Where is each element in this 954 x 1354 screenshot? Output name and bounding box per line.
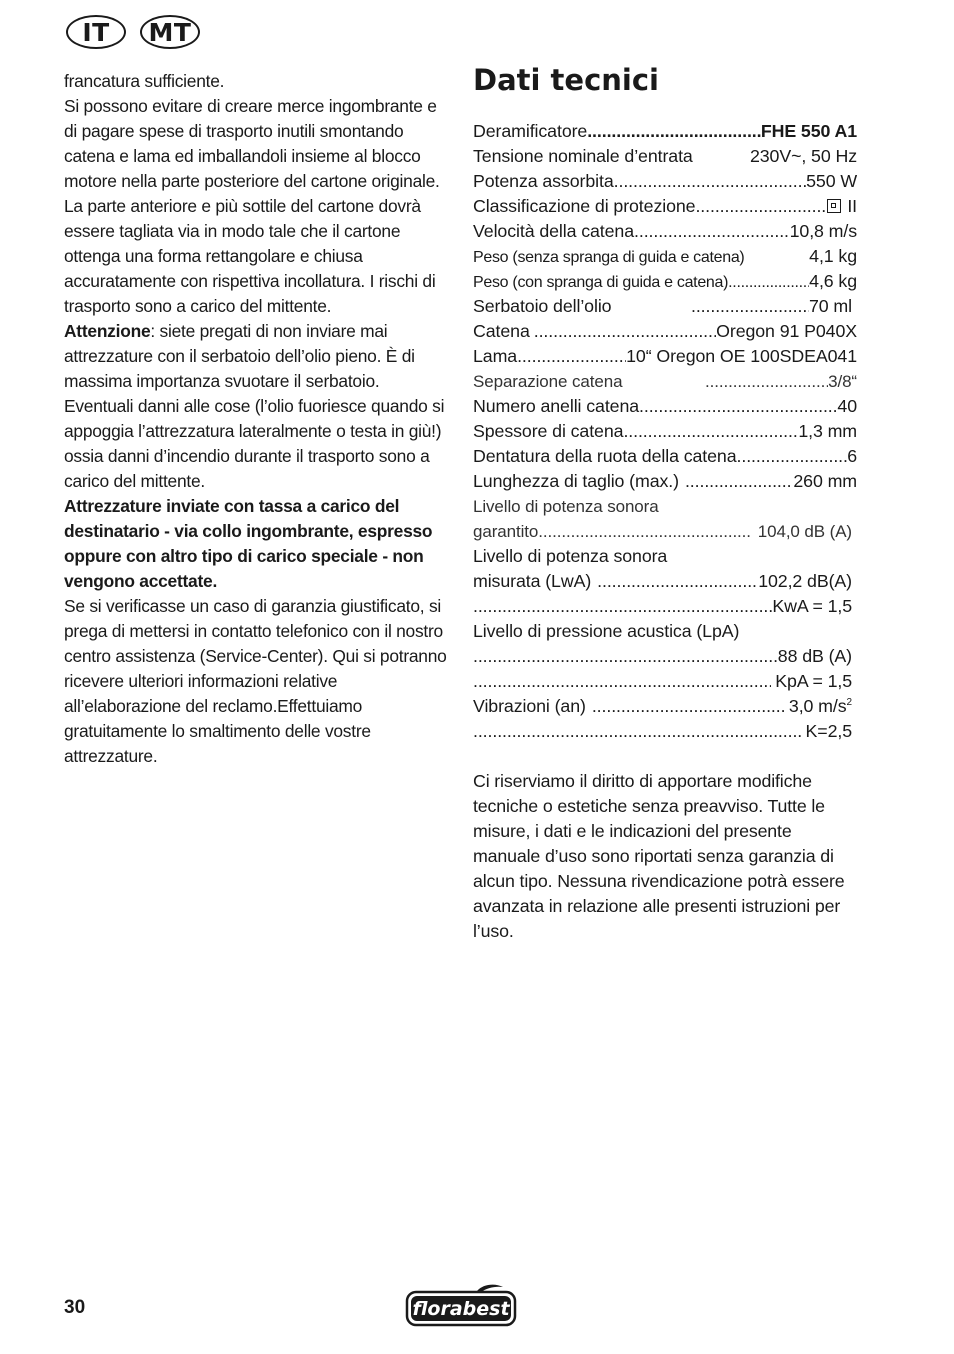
spec-row-potenza-garantito xyxy=(473,519,857,544)
spec-label: Deramificatore xyxy=(473,121,588,141)
paragraph-imballaggio: Si possono evitare di creare merce ingombrante e di pagare spese di trasporto inutili smontando catena e lama ed imballandoli insieme al blocco motore nella parte posteriore del cartone originale. La parte anteriore e più sottile del cartone dovrà essere tagliata via in modo tale che il cartone ottenga una forma rettangolare e chiusa accuratamente con rispettiva incollatura. I rischi di trasporto sono a carico del mittente. xyxy=(64,96,440,316)
spec-row-kpa xyxy=(473,669,857,694)
spec-value: 3,0 m/s xyxy=(788,696,847,716)
spec-value: 230V~, 50 Hz xyxy=(749,146,857,166)
spec-label: Velocità della catena xyxy=(473,221,635,241)
spec-value: KpA = 1,5 xyxy=(775,671,852,691)
spec-label-potenza-misurata: Livello di potenza sonora xyxy=(473,546,668,566)
spec-row-pressione xyxy=(473,644,857,669)
spec-label: Serbatoio dell’olio xyxy=(473,296,612,316)
spec-label-potenza-garantito: Livello di potenza sonora xyxy=(473,497,659,516)
spec-value: 70 ml xyxy=(809,296,852,316)
spec-value: 10“ Oregon OE 100SDEA041 xyxy=(626,346,857,366)
spec-label: Classificazione di protezione xyxy=(473,196,696,216)
spec-value: K=2,5 xyxy=(805,721,852,741)
spec-value: KwA = 1,5 xyxy=(772,596,852,616)
paragraph-attenzione xyxy=(64,319,448,494)
page-number: 30 xyxy=(64,1297,86,1318)
spec-label: garantito xyxy=(473,522,539,541)
spec-value: 40 xyxy=(837,396,857,416)
spec-value: 4,6 kg xyxy=(809,271,857,291)
spec-row-tensione xyxy=(473,144,857,169)
spec-label: Spessore di catena xyxy=(473,421,624,441)
spec-row-deramificatore xyxy=(473,119,857,144)
florabest-logo xyxy=(405,1283,517,1332)
spec-label: Lama xyxy=(473,346,518,366)
spec-value: Oregon 91 P040X xyxy=(716,321,857,341)
right-column xyxy=(473,60,857,944)
spec-label: Numero anelli catena xyxy=(473,396,640,416)
spec-label: Lunghezza di taglio (max.) xyxy=(473,471,679,491)
spec-row-dentatura xyxy=(473,444,857,469)
spec-row-potenza xyxy=(473,169,857,194)
spec-row-peso-senza xyxy=(473,244,857,269)
spec-label: Tensione nominale d’entrata xyxy=(473,146,693,166)
spec-row-kwa xyxy=(473,594,857,619)
spec-label: Peso (con spranga di guida e catena) xyxy=(473,274,729,291)
spec-value: FHE 550 A1 xyxy=(760,121,857,141)
florabest-logo-graphic xyxy=(405,1283,517,1327)
spec-row-classificazione xyxy=(473,194,857,219)
unit-superscript: 2 xyxy=(846,697,852,709)
spec-row-separazione xyxy=(473,369,857,394)
spec-value: 3/8“ xyxy=(828,372,857,391)
spec-label: Potenza assorbita xyxy=(473,171,614,191)
spec-value: 104,0 dB (A) xyxy=(757,522,852,541)
spec-value: II xyxy=(847,196,857,216)
spec-label: Vibrazioni (an) xyxy=(473,696,586,716)
lang-badge-it: IT xyxy=(66,15,126,49)
left-column xyxy=(64,69,448,769)
spec-list xyxy=(473,119,857,744)
spec-value: 4,1 kg xyxy=(809,246,857,266)
spec-label: Catena xyxy=(473,321,530,341)
spec-value: 1,3 mm xyxy=(798,421,857,441)
language-badges xyxy=(66,15,200,49)
spec-label: Dentatura della ruota della catena xyxy=(473,446,737,466)
spec-row-k xyxy=(473,719,857,744)
spec-row-velocita xyxy=(473,219,857,244)
paragraph-garanzia: Se si verificasse un caso di garanzia giustificato, si prega di mettersi in contatto telefonico con il nostro centro assistenza (Service-Center). Qui si potranno ricevere ulteriori informazioni relative all’elaborazione del reclamo.Effettuiamo gratuitamente lo smaltimento delle vostre attrezzature. xyxy=(64,596,447,766)
disclaimer-text: Ci riserviamo il diritto di apportare modifiche tecniche o estetiche senza preavviso. Tutte le misure, i dati e le indicazioni del presente manuale d’uso sono riportati senza garanzia di alcun tipo. Nessuna rivendicazione potrà essere avanzata in relazione alle presenti istruzioni per l’uso. xyxy=(473,771,845,941)
bold-notice: Attrezzature inviate con tassa a carico del destinatario - via collo ingombrante, espresso oppure con altro tipo di carico speciale - non vengono accettate. xyxy=(64,496,433,591)
spec-row-lama xyxy=(473,344,857,369)
spec-label: Peso (senza spranga di guida e catena) xyxy=(473,249,745,266)
spec-row-spessore xyxy=(473,419,857,444)
lang-badge-mt: MT xyxy=(140,15,200,49)
spec-row-anelli xyxy=(473,394,857,419)
spec-label: Separazione catena xyxy=(473,372,623,391)
spec-label: misurata (LwA) xyxy=(473,571,592,591)
attention-label: Attenzione xyxy=(64,321,151,341)
spec-row-catena xyxy=(473,319,857,344)
spec-row-vibrazioni xyxy=(473,694,857,719)
spec-row-potenza-misurata xyxy=(473,569,857,594)
spec-value: 10,8 m/s xyxy=(789,221,857,241)
protection-class-icon xyxy=(827,199,841,213)
spec-row-lunghezza xyxy=(473,469,857,494)
disclaimer xyxy=(473,769,857,944)
spec-value: 550 W xyxy=(806,171,857,191)
attention-text: : siete pregati di non inviare mai attrezzature con il serbatoio dell’olio pieno. È di massima importanza svuotare il serbatoio. Eventuali danni alle cose (l’olio fuoriesce quando si appoggia l’attrezzatura lateralmente o testa in giù!) ossia danni d’incendio durante il trasporto sono a carico del mittente. xyxy=(64,321,445,491)
logo-text: florabest xyxy=(412,1298,510,1320)
spec-value: 6 xyxy=(847,446,857,466)
paragraph-francatura: francatura sufficiente. xyxy=(64,71,225,91)
spec-value: 88 dB (A) xyxy=(777,646,852,666)
spec-value: 260 mm xyxy=(793,471,857,491)
spec-row-peso-con xyxy=(473,269,857,294)
spec-row-serbatoio xyxy=(473,294,857,319)
spec-value: 102,2 dB(A) xyxy=(758,571,852,591)
section-title: Dati tecnici xyxy=(473,63,659,97)
spec-label-pressione: Livello di pressione acustica (LpA) xyxy=(473,621,740,641)
